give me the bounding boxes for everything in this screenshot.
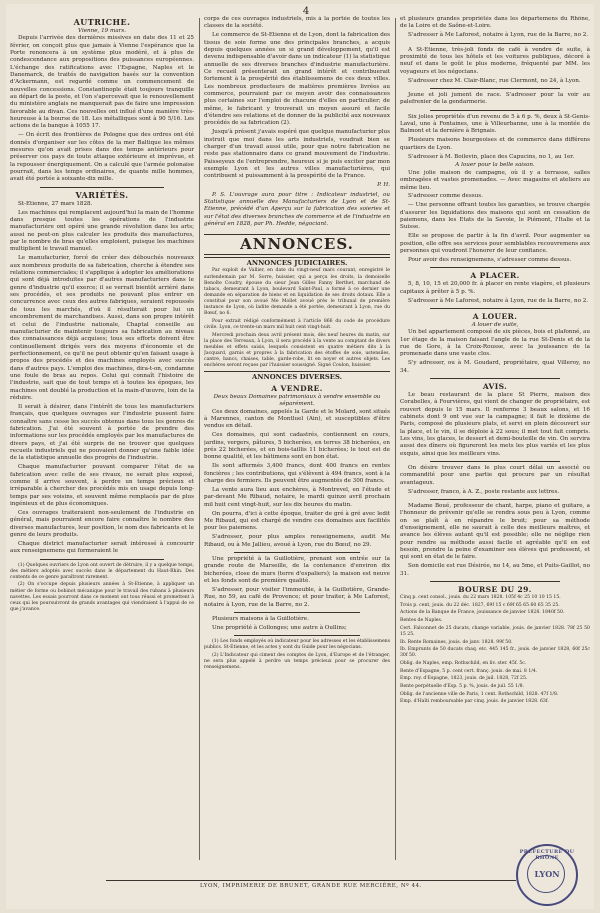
annonce-divider <box>430 110 560 111</box>
heading-austria: AUTRICHE. <box>73 17 131 27</box>
bourse-line: Emp. d'Haïti remboursable par cinq. jouis. de janvier 1828. 63f. <box>400 699 549 705</box>
footnote: (1) Quelques ouvriers de Lyon ont ouvert de détruire, il y a quelque temps, des métiers adoptés avec succès dans le département du Haut-Rhin. Des contents de ce genre paraîtront rarement. <box>10 562 194 580</box>
annonce-paragraph: 5, 8, 10, 15 et 20,000 fr. à placer en rente viagère, et plusieurs capitaux à prêter à 5 p. %. <box>400 281 590 295</box>
annonce-paragraph: Son domicile est rue Désirée, no 14, au 5me, et Puits-Gaillot, no 31. <box>400 563 590 577</box>
footnote: (1) Les fonds employés où indicateur pour les adresses et les établissemens publics. St-Etienne, et les actes y sont du Guide pour les négocians. <box>204 639 390 651</box>
judiciaire-notice: Pour extrait rédigé conformément à l'article 866 du code de procédure civile. Lyon, ce trente-un mars mil huit cent vingt-huit. <box>204 318 390 330</box>
stamp-city: LYON <box>534 869 560 879</box>
annonce-paragraph: — Une personne offrant toutes les garanties, se trouve chargée d'assurer les liquidations des maisons qui sont en cessation de paiemens, dans les Etats de la Savoie, le Piémont, l'Italie et la Suisse. <box>400 202 590 231</box>
column-rule-left <box>199 18 200 860</box>
varietes-dateline: St-Etienne, 27 mars 1828. <box>18 200 93 207</box>
column-1 <box>10 16 194 866</box>
annonce-paragraph: Jeune et joli jument de race. S'adresser pour la voir au palefrenier de la gendarmerie. <box>400 91 590 106</box>
annonce-divider <box>234 552 360 553</box>
annonce-divider <box>430 461 560 462</box>
annonce-paragraph: S'adresser à Me Laforest, notaire à Lyon, rue de la Barre, no 2. <box>408 297 589 304</box>
bourse-line: Rente perpétuelle d'Esp. 5 p. %, jouis. de juil. 55 1/8. <box>400 684 525 690</box>
column-2 <box>204 16 390 866</box>
austria-paragraph: Depuis l'arrivée des dernières missives en date des 11 et 25 février, on conçoit plus que jamais à Vienne l'espérance que la Porte renoncera à un système plus modéré, et à plus de condescendance aux propositions des puissances européennes. L'échange des ratifications avec l'Espagne, Naples et le Danemarck, de traités de navigation basés sur la convention d'Ackermann, est regardé comme un commencement de nouvelles concessions. Constantinople était toujours tranquille au départ de la poste, et l'on s'apercevait que le renouvellement du ministère anglais ne manquerait pas de faire une impression favorable au divan. Ces nouvelles ont influé d'une manière très-heureuse à la bourse de 18. Les métalliques sont à 90 5/16. Les actions de la banque à 1055 17. <box>10 35 194 130</box>
heading-a-louer: A LOUER. <box>472 311 518 321</box>
dateline-austria: Vienne, 19 mars. <box>78 28 126 34</box>
stamp-ring-text: PRÉFECTURE DU RHÔNE <box>519 849 575 861</box>
newspaper-page <box>6 4 594 909</box>
page-number: 4 <box>302 6 310 17</box>
annonce-paragraph: S'y adresser, ou à M. Goudard, propriétaire, quai Villeroy, no 34. <box>400 360 590 374</box>
annonce-subheading: A louer pour la belle saison. <box>455 162 535 169</box>
bourse-line: Ib. Emprunts de 50 ducats chaq. etc. 445 145 fr., jouis. de janvier 1828, 60f 25c 30f 50. <box>400 647 590 659</box>
varietes-paragraph: Ces ouvrages traiteraient non-seulement de l'industrie en général, mais pourraient encore faire connaître le nombre des diverses manufactures, leur position, le nom des fabricants et le genre de leurs produits. <box>10 509 194 538</box>
heading-avis: AVIS. <box>482 381 508 391</box>
annonce-paragraph: On pourra, d'ici à cette époque, traiter de gré à gré avec ledit Me Ribaud, qui est chargé de vendre ces domaines aux facilités pour les paiemens. <box>204 510 390 532</box>
varietes-paragraph: Le manufacturier, forcé de créer des débouchés nouveaux aux nombreux produits de sa fabrication, cherche à étendre ses relations commerciales; il s'applique à adopter les améliorations qui sont déjà introduites par d'autres manufacturiers dans le genre d'industrie qu'il exerce; il se verrait bientôt arriéré dans ses procédés, et ses produits ne pouvant plus entrer en concurrence avec ceux des autres fabriques, seraient repoussés de tous les marchés, d'où il résulterait pour lui un encombrement de marchandises. Aussi, dans son propre intérêt et celui de l'industrie nationale, Chaptal conseille au manufacturier de maintenir toujours sa fabrication au niveau des connaissances déjà acquises; tous ses efforts doivent être continuellement dirigés vers des moyens d'économie et de perfectionnement, ce qu'il ne peut obtenir qu'en faisant usage à propos des procédés et des machines employés avec succès dans d'autres pays. L'emploi des machines, dira-t-on, condamne une foule de bras au repos. Celui qui connaît l'histoire de l'industrie, sait que de tout temps et à toutes les époques, les machines ont doublé la production et la main-d'œuvre, loin de la réduire. <box>10 255 194 401</box>
varietes-paragraph: Il serait à désirer, dans l'intérêt de tous les manufacturiers français, que quelques ouvrages sur l'industrie pussent faire connaître sans cesse les succès obtenus dans tous les genres de fabrication. J'ai été souvent à portée de prendre des informations sur les procédés employés par les manufactures de divers pays, et j'ai été surpris de ne trouver que quelques recueils industriels qui ne pouvaient donner qu'une faible idée de la statistique annuelle des progrès de l'industrie. <box>10 403 194 462</box>
notes-divider <box>40 559 164 560</box>
annonce-paragraph: Une jolie maison de campagne, où il y a terrasse, salles ombragées et vastes promenades. — Avec magasins et ateliers au même lieu. <box>400 169 590 191</box>
bourse-line: Ib. Rente Romaines, jouis. de janv. 1828. 99f 50. <box>400 639 513 645</box>
annonce-paragraph: S'adresser, pour plus amples renseignemens, audit Me Ribaud, ou à Me Jallieu, avoué à Lyon, rue du Bœuf, no 29. <box>204 534 390 548</box>
postscript: P. S. L'ouvrage aura pour titre : Indicateur industriel, ou Statistique annuelle des Manufacturiers de Lyon et de St-Etienne, précédé d'un Aperçu sur la fabrication des soieries et sur l'état des diverses branches de commerce et de l'industrie en général en 1828, par Ph. Hedde, négociant. <box>204 191 390 228</box>
heading-a-placer: A PLACER. <box>470 271 520 281</box>
annonce-paragraph: La vente aura lieu aux enchères, à Montrevel, en l'étude et par-devant Me Ribaud, notaire, le mardi quinze avril prochain mil huit cent vingt-huit, sur les dix heures du matin. <box>204 487 390 508</box>
section-divider <box>430 267 560 268</box>
annonce-divider <box>430 499 560 500</box>
austria-paragraph: — On écrit des frontières de Pologne que des ordres ont été donnés d'organiser sur les côtes de la mer Baltique les mêmes mesures qu'on avait prises dans des temps antérieurs pour préserver ces pays de toute attaque extérieure et imprévue, et la repousser énergiquement. On a calculé que l'armée polonaise pourrait, dans les temps ordinaires, de quante mille hommes, avait été portée à soixante-dix mille. <box>10 132 194 183</box>
heading-bourse: BOURSE DU 29. <box>458 585 532 595</box>
louer-subheading: A louer de suite, <box>471 321 519 328</box>
footnote: (2) On s'occupe depuis plusieurs années à St-Etienne, à appliquer un métier de forme ou bobinot mécanique pour le travail des rubans à plusieurs navettes. Les essais pourront dans ce moment ont tous réussi et promettent à ceux qui les poursuivront de grands avantages qui viendraient à l'appui de ce que j'avance. <box>10 582 194 612</box>
article-paragraph: Jusqu'à présent j'avais espéré que quelque manufacturier plus instruit que moi dans les arts industriels, voudrait bien se charger d'un travail aussi utile, pour que notre fabrication ne reste pas stationnaire dans ce grand mouvement de l'industrie. Paisseyeux de l'entreprendre, heureux si je puis exciter par mon exemple Lyon et les autres villes manufacturières, qui contribuent si puissamment à la prospérité de la France. <box>204 129 390 180</box>
bourse-line: Emp. roy. d'Espagne, 1823, jouis. de juil. 1828, 72f 25. <box>400 676 528 682</box>
annonce-paragraph: Six jolies propriétés d'un revenu de 5 à 6 p. %, deux à St-Genis-Laval, une à Fontaines, une à Villeurbanne, une à la montée du Balmont et la dernière à Brignais. <box>400 113 590 135</box>
article-paragraph: corps de ces ouvrages industriels, mis à la portée de toutes les classes de la société. <box>204 16 390 30</box>
annonce-paragraph: S'adresser, franco, à A. Z., poste restante aux lettres. <box>408 488 560 495</box>
annonce-paragraph: Ces domaines, qui sont cadastrés, contiennent en cours, jardins, vergers, pâtures, 5 bicherées, en terres 38 bicherées, en prés 22 bicherées, et en bois-taillis 11 bicherées; le tout est de bonne qualité, et les bâtimens sont en bon état. <box>204 432 390 461</box>
annonces-masthead: ANNONCES. <box>204 234 390 255</box>
annonce-paragraph: Elle se propose de partir à la fin d'avril. Pour augmenter sa position, elle offre ses services pour semblables recouvremens aux personnes qui voudront l'honorer de leur confiance. <box>400 233 590 255</box>
annonce-paragraph: Plusieurs maisons à la Guillotière. <box>212 615 309 622</box>
section-divider <box>430 308 560 309</box>
annonce-divider <box>430 88 560 89</box>
column-rule-right <box>395 18 396 860</box>
annonce-paragraph: On désire trouver dans le plus court délai un associé ou commandité pour une partie qui procure par un résultat avantageux. <box>400 465 590 486</box>
annonce-paragraph: Madame Boué, professeur de chant, harpe, piano et guitare, a l'honneur de prévenir qu'elle se rendra sous peu à Lyon, comme on se plaît à en répandre le bruit; pour sa méthode d'enseignement, elle ne saurait à celle des meilleurs maîtres, et avance les élèves autant qu'il est possible; elle ne néglige rien pour rendre sa méthode aussi facile et agréable qu'il en est besoin, prendre la peine d'examiner ses élèves qui professent, et qui sont en état de le faire. <box>400 503 590 561</box>
annonce-divider <box>430 43 560 44</box>
section-divider <box>430 581 560 582</box>
varietes-paragraph: Chaque district manufacturier serait intéressé à concourir aux renseignemens qui formeraient le <box>10 540 194 555</box>
judiciaire-notice: Mercredi prochain deux avril présent mois, dès neuf heures du matin, sur la place des Terreaux, à Lyon, il sera procédé à la vente au comptant de divers meubles et effets saisis, lesquels consistent en quatre métiers dits à la Jacquard, garnis et propres à la fabrication des étoffes de soie, ustensiles, cantre, bancs, chaises, table, garde-robe, lit en noyer et autres objets. Les enchères seront reçues par l'huissier soussigné. Signé Coulon, huissier. <box>204 332 390 368</box>
footnote: (2) L'Indicateur qui ciment des comptes de Lyon, d'Europe et de l'étranger, ne sera plus appelé à perdre un temps précieux pour se procurer des renseignemens. <box>204 653 390 671</box>
varietes-paragraph: Chaque manufacturier pouvant comparer l'état de sa fabrication avec celle de ses rivaux, ne serait plus exposé, comme il arrive souvent, à perdre un temps précieux et irréparable à chercher des procédés mis en usage depuis long-temps par ses voisins, et souvent même remplacés par de plus ingénieux et de plus économiques. <box>10 464 194 507</box>
printer-imprint: LYON, IMPRIMERIE DE BRUNET, GRANDE RUE MERCIÈRE, Nº 44. <box>106 880 516 889</box>
annonce-paragraph: Pour avoir des renseignemens, s'adresser comme dessus. <box>408 256 572 263</box>
bourse-line: Cert. Falconnet de 25 ducats, change variable, jouis. de janvier 1828. 78f 25 50 15 25. <box>400 625 590 637</box>
section-divider <box>40 187 164 188</box>
article-signature: P. H. <box>377 182 390 189</box>
annonce-paragraph: S'adresser à M. Boilevin, place des Capucins, no 1, au 1er. <box>408 153 575 160</box>
bourse-line: Oblig. de Naples, emp. Rothschild, en liv. ster. 45f. 5c. <box>400 661 527 667</box>
varietes-paragraph: Les machines qui remplacent aujourd'hui la main de l'homme dans presque toutes les opérations de l'industrie manufacturière ont opéré une grande révolution dans les arts; aussi ne peut-on plus calculer les produits des manufactures, par le nombre de bras qu'elles emploient, puisque les machines multiplient le travail manuel. <box>10 209 194 253</box>
annonce-paragraph: S'adresser, pour visiter l'immeuble, à la Guillotière, Grande-Rue, no 59, au café de Provence; et pour traiter, à Me Laforest, notaire à Lyon, rue de la Barre, no 2. <box>204 586 390 608</box>
annonce-paragraph: S'adresser à Me Laforest, notaire à Lyon, rue de la Barre, no 2. <box>408 32 589 39</box>
bourse-line: Actions de la Banque de France, jouissance de janvier 1828. 1840f 50. <box>400 610 565 616</box>
bourse-line: Rentes de Naples. <box>400 618 443 624</box>
annonce-paragraph: Une propriété à Collonges; une autre à Oullins; <box>212 624 347 631</box>
annonce-paragraph: Ces deux domaines, appelés la Garde et le Molard, sont situés à Marennes, canton de Montluel (Ain), et susceptibles d'être vendus en détail. <box>204 408 390 430</box>
notes-divider <box>234 635 360 636</box>
annonce-paragraph: Un bel appartement composé de six pièces, bois et plafonné, au 1er étage de la maison faisant l'angle de la rue St-Denis et de la rue de Gore, à la Croix-Rousse, avec la jouissance de la promenade dans une vaste clos. <box>400 329 590 358</box>
bourse-line: Trois p. cent, jouis. du 22 déc. 1827, 69f 15 c 69f 65 65 60 65 35 25. <box>400 602 560 608</box>
annonce-paragraph: S'adresser comme dessus. <box>408 193 483 200</box>
annonce-paragraph: Plusieurs maisons bourgeoises et de commerce dans différens quartiers de Lyon. <box>400 137 590 151</box>
bourse-line: Rente d'Espagne, 5 p. cent cert. franç. jouis. de mai. 8 1/4. <box>400 668 538 674</box>
heading-a-vendre: A VENDRE. <box>271 384 323 394</box>
annonce-paragraph: Le beau restaurant de la place St Pierre, maison des Corabelles, à Fourvières, qui vient de changer de propriétaire, est rouvert depuis le 15 mars. Il renferme 3 beaux salons, et 16 cabinets dont 9 ont vue sur la campagne; il fait le dixième de Paris, composé de plusieurs plats, et servi en plein découvert sur la place, et le vin, il se déploie à 22 sous; il met tout fait compris. Les vins, les glaces, le dessert et demi-bouteille de vin. On servira aussi des dîners où figureront les mets les plus variés et les plus exquis, ainsi que les meilleurs vins. <box>400 391 590 457</box>
column-3 <box>400 16 590 866</box>
heading-diverses: ANNONCES DIVERSES. <box>204 371 390 381</box>
vendre-subheading: Deux beaux Domaines patrimoniaux à vendre ensemble ou séparément. <box>213 394 381 408</box>
bourse-line: Oblig. de l'ancienne ville de Paris, 1 cent. Rothschild, 1828. 47f 1/8. <box>400 691 559 697</box>
section-divider <box>430 378 560 379</box>
annonce-paragraph: et plusieurs grandes propriétés dans les départemens du Rhône, de la Loire et de Saône-et-Loire. <box>400 16 590 30</box>
judiciaire-notice: Par exploit de Vallier, en date du vingt-neuf mars courant, enregistré le surlendemain par M. Sorre, huissier, qui a perçu les droits, la demoiselle Benoîte Coudry, épouse du sieur Jean Gilles Fanny Berthet, marchand de tabacs, demeurant à Lyon, boulevard Saint-Paul, a formé à ce dernier une demande en séparation de biens et en liquidation de ses droits dotaux. Elle a constitué pour son avoué Me Mollet avoué près le tribunal de première instance de Lyon, où ladite demande a été portée, demeurant à Lyon, rue du Bœuf, no 6. <box>204 268 390 317</box>
archive-stamp <box>516 844 578 906</box>
heading-judiciaires: ANNONCES JUDICIAIRES. <box>204 257 390 267</box>
article-paragraph: Le commerce de St-Etienne et de Lyon, dont la fabrication des tissus de soie forme une des principales branches, a acquis depuis quelques années un si grand développement, qu'il est devenu indispensable d'avoir dans un indicateur (1) la statistique annuelle de ses diverses branches d'industrie manufacturière. Ce recueil présenterait un grand intérêt et contribuerait fortement à la prospérité des établissemens de ces deux villes. Les nombreux producteurs de matières premières livrées au commerce, pourraient par ce moyen avoir des connaissances plus certaines sur l'emploi de chacune d'elles en particulier; de même, le fabricant y trouverait un moyen assuré et facile d'étendre ses relations et de donner de la publicité aux nouveaux procédés de sa fabrication (2). <box>204 32 390 127</box>
bourse-line: Cinq p. cent consol., jouis. du 22 mars 1828. 105f 4c 25 10 10 15 15. <box>400 595 561 601</box>
annonce-divider <box>234 612 360 613</box>
annonce-paragraph: Ils sont affermés 3,400 francs, dont 400 francs en rentes foncières ; les contributions, qui s'élèvent à 494 francs, sont à la charge des fermiers. Ils peuvent être augmentés de 300 francs. <box>204 463 390 485</box>
annonce-paragraph: S'adresser chez M. Clair-Blanc, rue Clermont, no 24, à Lyon. <box>408 77 581 84</box>
annonce-paragraph: Une propriété à la Guillotière, prenant son entrée sur la grande route de Marseille, de la contenance d'environ dix bicherées, close de murs (terre d'espaliers); la maison est neuve et les fonds sont de première qualité. <box>204 555 390 584</box>
annonce-paragraph: A St-Etienne, très-joli fonds de café à vendre de suite, à proximité de tous les hôtels et les voitures publiques, décoré à neuf et dans le goût le plus moderne, fréquenté par MM. les voyageurs et les négocians. <box>400 46 590 75</box>
heading-varietes: VARIÉTÉS. <box>75 189 129 200</box>
